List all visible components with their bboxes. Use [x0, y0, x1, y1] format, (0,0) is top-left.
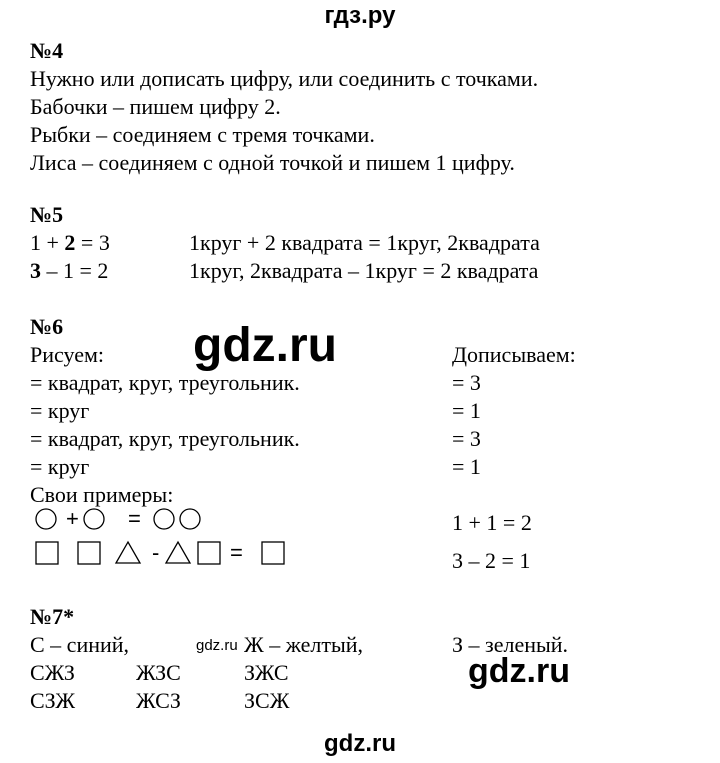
task5-title: №5: [30, 202, 64, 227]
circle-shape: [154, 509, 174, 529]
triangle-shape: [116, 542, 140, 563]
task5-row1-part-c: = 3: [75, 230, 110, 255]
task6-row-3-left: = квадрат, круг, треугольник.: [30, 426, 300, 451]
task6-example2-answer: 3 – 2 = 1: [452, 548, 531, 573]
task5-row2-part-c: – 1 = 2: [41, 258, 109, 283]
task5-row2-left: [30, 258, 108, 284]
task5-row2-bold: 3: [30, 258, 41, 283]
task7-combo-1-1: СЖЗ: [30, 660, 75, 685]
task6-example1-figure: [30, 504, 230, 534]
task6-example1-answer: 1 + 1 = 2: [452, 510, 532, 535]
square-shape: [36, 542, 58, 564]
example1-equals: =: [128, 506, 141, 531]
square-shape: [262, 542, 284, 564]
task7-legend-blue: С – синий,: [30, 632, 130, 657]
task5-row2-right: 1круг, 2квадрата – 1круг = 2 квадрата: [189, 258, 539, 283]
example2-equals: =: [230, 540, 243, 565]
circle-shape: [180, 509, 200, 529]
task6-row-1-left: = квадрат, круг, треугольник.: [30, 370, 300, 395]
circle-shape: [84, 509, 104, 529]
watermark-small: gdz.ru: [196, 637, 238, 654]
task7-combo-1-2: ЖЗС: [136, 660, 181, 685]
task4-line-1: Нужно или дописать цифру, или соединить с точками.: [30, 66, 539, 91]
watermark-footer: gdz.ru: [324, 730, 396, 757]
site-header: гдз.ру: [324, 2, 396, 29]
task4-line-3: Рыбки – соединяем с тремя точками.: [30, 122, 375, 147]
task6-row-2-left: = круг: [30, 398, 90, 423]
task4-line-2: Бабочки – пишем цифру 2.: [30, 94, 281, 119]
task7-legend-yellow: Ж – желтый,: [244, 632, 364, 657]
watermark-right: gdz.ru: [468, 652, 570, 690]
task7-combo-2-3: ЗСЖ: [244, 688, 290, 713]
task4-line-4: Лиса – соединяем с одной точкой и пишем 1 цифру.: [30, 150, 515, 175]
task5-row1-part-a: 1 +: [30, 230, 65, 255]
task5-row1-bold: 2: [64, 230, 76, 255]
task5-row1-left: [30, 230, 110, 256]
square-shape: [198, 542, 220, 564]
example2-minus: -: [152, 540, 160, 565]
example1-plus: +: [66, 506, 79, 531]
square-shape: [78, 542, 100, 564]
task7-combo-2-2: ЖСЗ: [136, 688, 181, 713]
task6-example2-figure: [30, 536, 310, 568]
task6-row-4-right: = 1: [452, 454, 481, 479]
task6-title: №6: [30, 314, 64, 339]
triangle-shape: [166, 542, 190, 563]
task6-examples-label: Свои примеры:: [30, 482, 174, 507]
circle-shape: [36, 509, 56, 529]
task7-title: №7*: [30, 604, 75, 629]
task7-combo-1-3: ЗЖС: [244, 660, 289, 685]
task5-row1-right: 1круг + 2 квадрата = 1круг, 2квадрата: [189, 230, 540, 255]
task7-legend-green: З – зеленый.: [452, 632, 569, 657]
task6-right-header: Дописываем:: [452, 342, 576, 367]
task6-row-2-right: = 1: [452, 398, 481, 423]
task7-combo-2-1: СЗЖ: [30, 688, 76, 713]
watermark-center: gdz.ru: [193, 319, 337, 372]
task6-left-header: Рисуем:: [30, 342, 104, 367]
task6-row-4-left: = круг: [30, 454, 90, 479]
task4-title: №4: [30, 38, 64, 63]
task6-row-1-right: = 3: [452, 370, 481, 395]
task6-row-3-right: = 3: [452, 426, 481, 451]
